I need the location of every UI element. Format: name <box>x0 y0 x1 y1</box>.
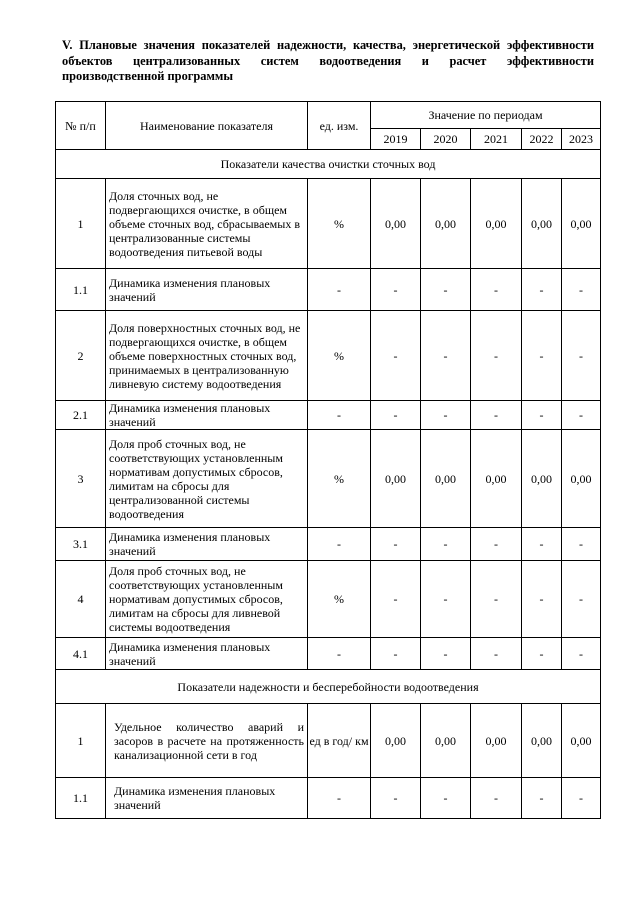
row-value: 0,00 <box>421 704 471 778</box>
row-value: 0,00 <box>562 430 601 528</box>
section-title: Показатели надежности и бесперебойности водоотведения <box>56 670 601 704</box>
row-value: - <box>471 778 522 819</box>
row-value: 0,00 <box>471 704 522 778</box>
row-value: - <box>522 778 562 819</box>
row-value: - <box>562 638 601 670</box>
row-value: - <box>371 638 421 670</box>
row-value: - <box>371 561 421 638</box>
row-value: - <box>562 778 601 819</box>
row-value: - <box>371 311 421 401</box>
row-value: 0,00 <box>371 704 421 778</box>
row-value: - <box>562 311 601 401</box>
row-unit: % <box>308 179 371 269</box>
row-num: 1 <box>56 704 106 778</box>
col-name-header: Наименование показателя <box>106 102 308 150</box>
heading-line-3: производственной программы <box>62 69 234 83</box>
year-header: 2022 <box>522 129 562 150</box>
table-row <box>56 430 601 528</box>
row-value: - <box>562 561 601 638</box>
row-num: 4.1 <box>56 638 106 670</box>
row-value: 0,00 <box>421 430 471 528</box>
row-value: - <box>522 311 562 401</box>
row-name: Доля сточных вод, не подвергающихся очистке, в общем объеме сточных вод, сбрасываемых в централизованные системы водоотведения питьевой воды <box>106 179 308 269</box>
col-unit-header: ед. изм. <box>308 102 371 150</box>
row-unit: ед в год/ км <box>308 704 371 778</box>
table-row <box>56 638 601 670</box>
row-value: - <box>522 638 562 670</box>
row-value: - <box>471 561 522 638</box>
row-name: Динамика изменения плановых значений <box>106 269 308 311</box>
section-row <box>56 150 601 179</box>
row-value: - <box>371 269 421 311</box>
col-periods-header: Значение по периодам <box>371 102 601 129</box>
col-num-header: № п/п <box>56 102 106 150</box>
row-value: 0,00 <box>522 430 562 528</box>
row-name: Доля поверхностных сточных вод, не подвергающихся очистке, в общем объеме поверхностных сточных вод, принимаемых в централизованную ливневую систему водоотведения <box>106 311 308 401</box>
row-value: - <box>522 401 562 430</box>
row-unit: - <box>308 528 371 561</box>
row-value: - <box>522 561 562 638</box>
heading-line-1: V. Плановые значения показателей надежности, качества, энергетической эффективности <box>62 38 594 52</box>
row-value: - <box>371 778 421 819</box>
row-value: - <box>421 401 471 430</box>
table-row <box>56 561 601 638</box>
section-row <box>56 670 601 704</box>
row-num: 1 <box>56 179 106 269</box>
year-header: 2021 <box>471 129 522 150</box>
row-value: - <box>421 311 471 401</box>
indicators-table <box>55 101 601 819</box>
row-name: Доля проб сточных вод, не соответствующих установленным нормативам допустимых сбросов, лимитам на сбросы для ливневой системы водоотведения <box>106 561 308 638</box>
row-value: - <box>471 401 522 430</box>
row-value: 0,00 <box>562 179 601 269</box>
row-value: - <box>562 401 601 430</box>
row-value: - <box>421 778 471 819</box>
table-row <box>56 704 601 778</box>
table-row <box>56 179 601 269</box>
row-unit: - <box>308 401 371 430</box>
row-num: 3.1 <box>56 528 106 561</box>
row-unit: % <box>308 430 371 528</box>
heading-line-2: объектов централизованных систем водоотведения и расчет эффективности <box>62 53 594 68</box>
row-name: Динамика изменения плановых значений <box>106 528 308 561</box>
row-value: 0,00 <box>421 179 471 269</box>
header-row-1 <box>56 102 601 129</box>
table-row <box>56 528 601 561</box>
row-value: - <box>421 638 471 670</box>
row-value: 0,00 <box>371 430 421 528</box>
row-value: - <box>522 528 562 561</box>
row-unit: % <box>308 311 371 401</box>
row-name: Динамика изменения плановых значений <box>106 401 308 430</box>
row-value: - <box>371 401 421 430</box>
row-unit: - <box>308 269 371 311</box>
row-value: - <box>562 528 601 561</box>
row-num: 3 <box>56 430 106 528</box>
row-value: - <box>471 638 522 670</box>
row-num: 1.1 <box>56 778 106 819</box>
table-row <box>56 311 601 401</box>
row-value: - <box>421 528 471 561</box>
row-value: 0,00 <box>371 179 421 269</box>
year-header: 2020 <box>421 129 471 150</box>
row-value: 0,00 <box>562 704 601 778</box>
row-value: - <box>371 528 421 561</box>
row-name: Удельное количество аварий и засоров в расчете на протяженность канализационной сети в год <box>106 704 308 778</box>
row-unit: - <box>308 638 371 670</box>
table-row <box>56 401 601 430</box>
row-value: - <box>471 311 522 401</box>
year-header: 2019 <box>371 129 421 150</box>
row-unit: % <box>308 561 371 638</box>
row-unit: - <box>308 778 371 819</box>
table-row <box>56 778 601 819</box>
row-name: Динамика изменения плановых значений <box>106 778 308 819</box>
section-heading <box>62 38 594 85</box>
row-value: - <box>562 269 601 311</box>
row-name: Доля проб сточных вод, не соответствующих установленным нормативам допустимых сбросов, лимитам на сбросы для централизованной системы водоотведения <box>106 430 308 528</box>
year-header: 2023 <box>562 129 601 150</box>
row-value: - <box>421 561 471 638</box>
row-value: 0,00 <box>471 430 522 528</box>
row-value: 0,00 <box>522 179 562 269</box>
row-num: 4 <box>56 561 106 638</box>
row-value: 0,00 <box>471 179 522 269</box>
section-title: Показатели качества очистки сточных вод <box>56 150 601 179</box>
row-num: 1.1 <box>56 269 106 311</box>
row-num: 2.1 <box>56 401 106 430</box>
row-num: 2 <box>56 311 106 401</box>
row-value: 0,00 <box>522 704 562 778</box>
row-name: Динамика изменения плановых значений <box>106 638 308 670</box>
row-value: - <box>421 269 471 311</box>
table-row <box>56 269 601 311</box>
row-value: - <box>522 269 562 311</box>
row-value: - <box>471 528 522 561</box>
row-value: - <box>471 269 522 311</box>
